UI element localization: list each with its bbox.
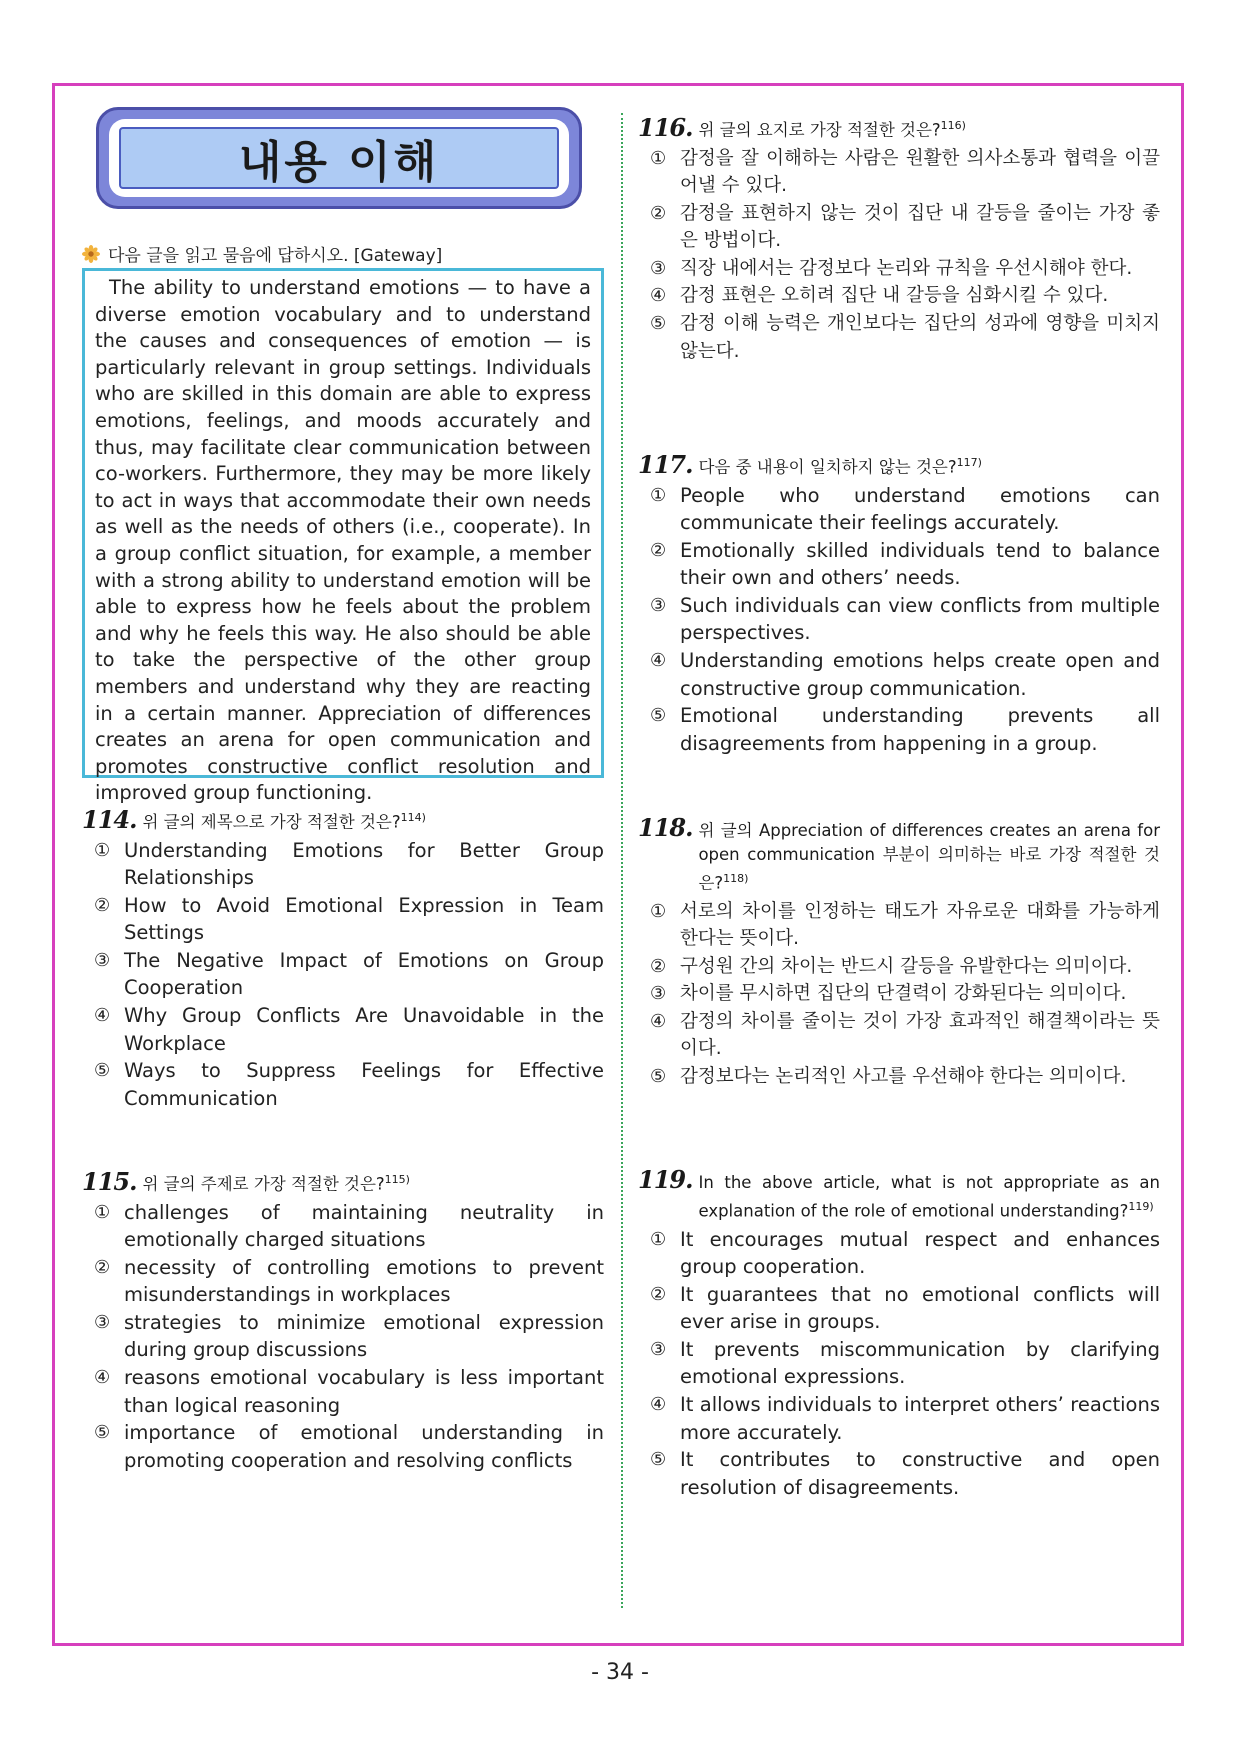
choice-marker: ⑤ <box>650 705 667 727</box>
choice-list <box>638 898 1160 1091</box>
reading-passage <box>82 268 604 805</box>
instruction <box>82 241 442 266</box>
choice-option[interactable] <box>82 892 604 947</box>
choice-marker: ② <box>650 1283 667 1305</box>
footnote-ref: 116) <box>940 119 966 132</box>
choice-text: It prevents miscommunication by clarifying emotional expressions. <box>680 1337 1160 1389</box>
choice-marker: ③ <box>650 1338 667 1360</box>
footnote-ref: 117) <box>956 456 982 469</box>
choice-text: It encourages mutual respect and enhances group cooperation. <box>680 1227 1160 1279</box>
question-text: 위 글의 Appreciation of differences creates an arena for open communication 부분이 의미하는 바로 가장 적절한 것은? <box>698 821 1160 893</box>
choice-text: It guarantees that no emotional conflicts will ever arise in groups. <box>680 1282 1160 1334</box>
question-number: 118. <box>638 813 693 842</box>
question-number: 119. <box>638 1165 693 1194</box>
question-text: In the above article, what is not appropriate as an explanation of the role of emotional understanding? <box>698 1173 1160 1221</box>
choice-text: Emotional understanding prevents all disagreements from happening in a group. <box>680 704 1160 755</box>
choice-text: People who understand emotions can communicate their feelings accurately. <box>680 483 1160 535</box>
choice-option[interactable] <box>82 1419 604 1474</box>
choice-text: 직장 내에서는 감정보다 논리와 규칙을 우선시해야 한다. <box>680 257 1133 279</box>
instruction-text: 다음 글을 읽고 물음에 답하시오. [Gateway] <box>108 246 443 266</box>
choice-marker: ② <box>650 202 667 224</box>
choice-marker: ⑤ <box>650 1066 667 1088</box>
choice-option[interactable] <box>638 537 1160 592</box>
footnote-ref: 114) <box>400 811 426 824</box>
choice-marker: ③ <box>94 949 111 971</box>
choice-marker: ① <box>650 900 667 922</box>
choice-text: challenges of maintaining neutrality in emotionally charged situations <box>124 1200 604 1252</box>
question-text: 다음 중 내용이 일치하지 않는 것은? <box>698 457 957 477</box>
choice-option[interactable] <box>82 1199 604 1254</box>
choice-option[interactable] <box>82 1364 604 1419</box>
choice-marker: ② <box>650 539 667 561</box>
choice-option[interactable] <box>82 1002 604 1057</box>
choice-option[interactable] <box>638 1281 1160 1336</box>
question-stem <box>82 1168 604 1197</box>
choice-option[interactable] <box>638 255 1160 283</box>
choice-marker: ② <box>94 1256 111 1278</box>
section-title-badge <box>96 107 582 209</box>
choice-text: Understanding emotions helps create open and constructive group communication. <box>680 649 1160 700</box>
choice-option[interactable] <box>638 200 1160 255</box>
choice-marker: ⑤ <box>94 1060 111 1082</box>
choice-text: 구성원 간의 차이는 반드시 갈등을 유발한다는 의미이다. <box>680 955 1133 977</box>
choice-option[interactable] <box>638 1063 1160 1091</box>
footnote-ref: 115) <box>384 1173 410 1186</box>
choice-option[interactable] <box>638 953 1160 981</box>
choice-text: 감정 이해 능력은 개인보다는 집단의 성과에 영향을 미치지 않는다. <box>680 313 1160 362</box>
choice-list <box>82 837 604 1113</box>
question-number: 115. <box>82 1166 137 1196</box>
question-118 <box>638 813 1160 1091</box>
flower-icon <box>82 245 100 263</box>
question-stem <box>638 813 1160 896</box>
choice-text: necessity of controlling emotions to prevent misunderstandings in workplaces <box>124 1255 604 1307</box>
choice-text: 차이를 무시하면 집단의 단결력이 강화된다는 의미이다. <box>680 983 1127 1005</box>
choice-marker: ③ <box>650 257 667 279</box>
choice-text: importance of emotional understanding in promoting cooperation and resolving conflicts <box>124 1421 604 1472</box>
question-text: 위 글의 주제로 가장 적절한 것은? <box>142 1174 385 1194</box>
column-divider <box>621 113 623 1608</box>
question-stem <box>638 114 1160 143</box>
choice-marker: ④ <box>650 650 667 672</box>
choice-option[interactable] <box>638 592 1160 647</box>
choice-option[interactable] <box>638 647 1160 702</box>
choice-list <box>638 1226 1160 1502</box>
choice-option[interactable] <box>638 1336 1160 1391</box>
choice-text: reasons emotional vocabulary is less important than logical reasoning <box>124 1366 604 1417</box>
choice-marker: ⑤ <box>94 1422 111 1444</box>
question-number: 117. <box>638 449 693 479</box>
choice-option[interactable] <box>638 282 1160 310</box>
question-stem <box>638 451 1160 480</box>
choice-marker: ④ <box>650 1394 667 1416</box>
footnote-ref: 119) <box>1128 1200 1154 1213</box>
choice-text: Such individuals can view conflicts from multiple perspectives. <box>680 593 1160 645</box>
choice-marker: ④ <box>650 285 667 307</box>
choice-marker: ⑤ <box>650 1449 667 1471</box>
question-stem <box>638 1165 1160 1224</box>
choice-text: It contributes to constructive and open resolution of disagreements. <box>680 1448 1160 1499</box>
choice-text: Emotionally skilled individuals tend to balance their own and others’ needs. <box>680 538 1160 590</box>
choice-text: 감정 표현은 오히려 집단 내 갈등을 심화시킬 수 있다. <box>680 285 1109 307</box>
question-number: 114. <box>82 804 137 834</box>
footnote-ref: 118) <box>723 872 749 885</box>
choice-text: strategies to minimize emotional expression during group discussions <box>124 1310 604 1362</box>
choice-list <box>638 145 1160 366</box>
choice-option[interactable] <box>638 1446 1160 1501</box>
choice-text: 감정을 잘 이해하는 사람은 원활한 의사소통과 협력을 이끌어낼 수 있다. <box>680 147 1160 197</box>
choice-marker: ③ <box>94 1311 111 1333</box>
question-stem <box>82 806 604 835</box>
choice-list <box>82 1199 604 1475</box>
choice-option[interactable] <box>638 980 1160 1008</box>
choice-text: The Negative Impact of Emotions on Group Cooperation <box>124 948 604 1000</box>
question-115 <box>82 1168 604 1474</box>
question-114 <box>82 806 604 1112</box>
question-text: 위 글의 요지로 가장 적절한 것은? <box>698 120 941 140</box>
question-119 <box>638 1165 1160 1501</box>
choice-marker: ① <box>94 839 111 861</box>
choice-option[interactable] <box>82 1254 604 1309</box>
choice-marker: ② <box>94 894 111 916</box>
choice-option[interactable] <box>638 1008 1160 1063</box>
choice-text: 서로의 차이를 인정하는 태도가 자유로운 대화를 가능하게 한다는 뜻이다. <box>680 900 1160 950</box>
question-117 <box>638 451 1160 757</box>
choice-option[interactable] <box>638 702 1160 757</box>
choice-option[interactable] <box>638 310 1160 365</box>
choice-marker: ① <box>650 1228 667 1250</box>
choice-option[interactable] <box>82 1057 604 1112</box>
choice-option[interactable] <box>638 898 1160 953</box>
choice-option[interactable] <box>638 145 1160 200</box>
question-number: 116. <box>638 112 693 142</box>
choice-option[interactable] <box>82 837 604 892</box>
choice-marker: ④ <box>94 1367 111 1389</box>
choice-marker: ④ <box>94 1005 111 1027</box>
choice-text: 감정보다는 논리적인 사고를 우선해야 한다는 의미이다. <box>680 1066 1127 1088</box>
choice-marker: ③ <box>650 594 667 616</box>
choice-text: 감정을 표현하지 않는 것이 집단 내 갈등을 줄이는 가장 좋은 방법이다. <box>680 202 1160 252</box>
choice-option[interactable] <box>638 1391 1160 1446</box>
choice-text: 감정의 차이를 줄이는 것이 가장 효과적인 해결책이라는 뜻이다. <box>680 1010 1160 1060</box>
choice-marker: ⑤ <box>650 313 667 335</box>
choice-text: How to Avoid Emotional Expression in Team Settings <box>124 893 604 945</box>
choice-option[interactable] <box>82 947 604 1002</box>
choice-marker: ② <box>650 955 667 977</box>
page-number: - 34 - <box>591 1660 649 1685</box>
choice-marker: ① <box>94 1201 111 1223</box>
choice-option[interactable] <box>82 1309 604 1364</box>
choice-text: It allows individuals to interpret others’ reactions more accurately. <box>680 1393 1160 1444</box>
choice-marker: ④ <box>650 1010 667 1032</box>
choice-text: Why Group Conflicts Are Unavoidable in the Workplace <box>124 1004 604 1055</box>
section-title: 내용 이해 <box>238 137 440 188</box>
choice-marker: ① <box>650 147 667 169</box>
choice-text: Understanding Emotions for Better Group Relationships <box>124 838 604 890</box>
choice-text: Ways to Suppress Feelings for Effective Communication <box>124 1059 604 1110</box>
choice-marker: ③ <box>650 983 667 1005</box>
choice-option[interactable] <box>638 482 1160 537</box>
choice-marker: ① <box>650 484 667 506</box>
question-text: 위 글의 제목으로 가장 적절한 것은? <box>142 812 401 832</box>
question-116 <box>638 114 1160 365</box>
passage-text: The ability to understand emotions — to have a diverse emotion vocabulary and to understand the causes and consequences of emotion — is particularly relevant in group settings. Individuals who are skilled in this domain are able to express emotions, feelings, and moods accurately and thus, may facilitate clear communication between co-workers. Furthermore, they may be more likely to act in ways that accommodate their own needs as well as the needs of others (i.e., cooperate). In a group conflict situation, for example, a member with a strong ability to understand emotion will be able to express how he feels about the problem and why he feels this way. He also should be able to take the perspective of the other group members and understand why they are reacting in a certain manner. Appreciation of differences creates an arena for open communication and promotes constructive conflict resolution and improved group functioning. <box>95 276 591 805</box>
choice-list <box>638 482 1160 758</box>
choice-option[interactable] <box>638 1226 1160 1281</box>
